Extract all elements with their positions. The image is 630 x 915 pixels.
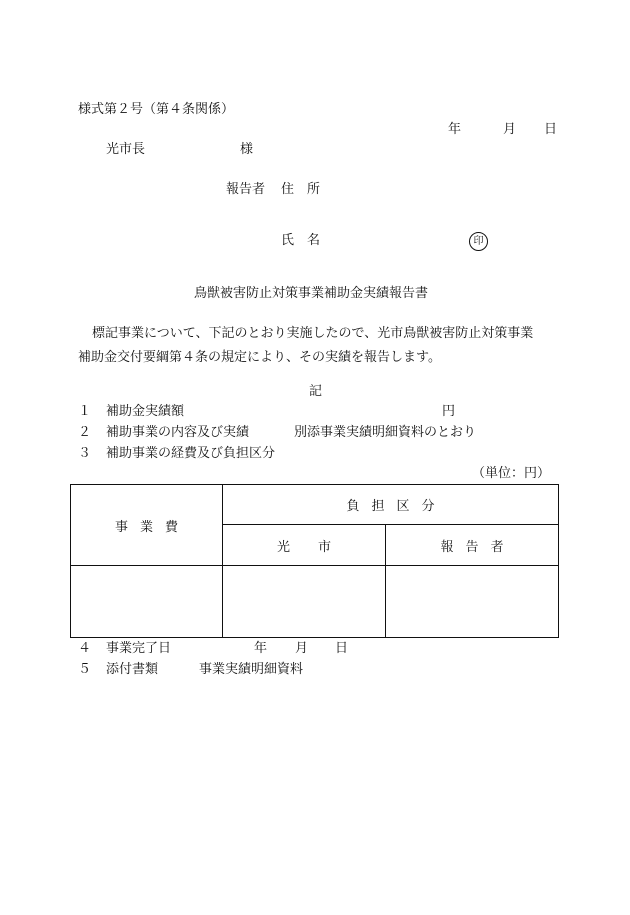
item-label: 事業完了日 bbox=[106, 641, 172, 656]
completion-year-label: 年 bbox=[254, 641, 268, 656]
project-cost-header: 事業費 bbox=[71, 485, 223, 566]
item-number: １ bbox=[78, 404, 92, 419]
item-number: ２ bbox=[78, 425, 92, 440]
project-cost-cell[interactable] bbox=[71, 566, 223, 638]
item-value: 事業実績明細資料 bbox=[199, 662, 304, 677]
date-year-label: 年 bbox=[448, 122, 462, 137]
burden-category-header: 負担区分 bbox=[223, 485, 559, 525]
completion-month-label: 月 bbox=[295, 641, 309, 656]
ki-heading: 記 bbox=[309, 384, 323, 399]
item-label: 補助金実績額 bbox=[106, 404, 185, 419]
addressee-name: 光市長 bbox=[106, 142, 146, 157]
item-number: ４ bbox=[78, 641, 92, 656]
date-month-label: 月 bbox=[503, 122, 517, 137]
reporter-label: 報告者 bbox=[226, 182, 266, 197]
body-text-line2: 補助金交付要綱第４条の規定により、その実績を報告します。 bbox=[78, 350, 441, 365]
unit-note: （単位：円） bbox=[472, 466, 551, 481]
item-label: 添付書類 bbox=[106, 662, 159, 677]
hikari-city-header: 光市 bbox=[223, 525, 386, 566]
reporter-address-label: 住 所 bbox=[281, 182, 321, 197]
item-value: 別添事業実績明細資料のとおり bbox=[294, 425, 477, 440]
form-number: 様式第２号（第４条関係） bbox=[78, 102, 235, 117]
reporter-cell[interactable] bbox=[386, 566, 559, 638]
seal-mark: 印 bbox=[469, 232, 488, 251]
item-number: ５ bbox=[78, 662, 92, 677]
item-label: 補助事業の経費及び負担区分 bbox=[106, 446, 276, 461]
item-number: ３ bbox=[78, 446, 92, 461]
document-title: 鳥獣被害防止対策事業補助金実績報告書 bbox=[194, 286, 429, 301]
hikari-city-cell[interactable] bbox=[223, 566, 386, 638]
body-text bbox=[78, 322, 558, 370]
reporter-header: 報告者 bbox=[386, 525, 559, 566]
item-value: 円 bbox=[442, 404, 456, 419]
addressee-honorific: 様 bbox=[240, 142, 254, 157]
item-label: 補助事業の内容及び実績 bbox=[106, 425, 250, 440]
reporter-name-label: 氏 名 bbox=[281, 233, 321, 248]
body-text-line1: 標記事業について、下記のとおり実施したので、光市鳥獣被害防止対策事業 bbox=[92, 326, 534, 341]
completion-day-label: 日 bbox=[335, 641, 349, 656]
date-day-label: 日 bbox=[544, 122, 558, 137]
burden-table bbox=[70, 484, 559, 638]
